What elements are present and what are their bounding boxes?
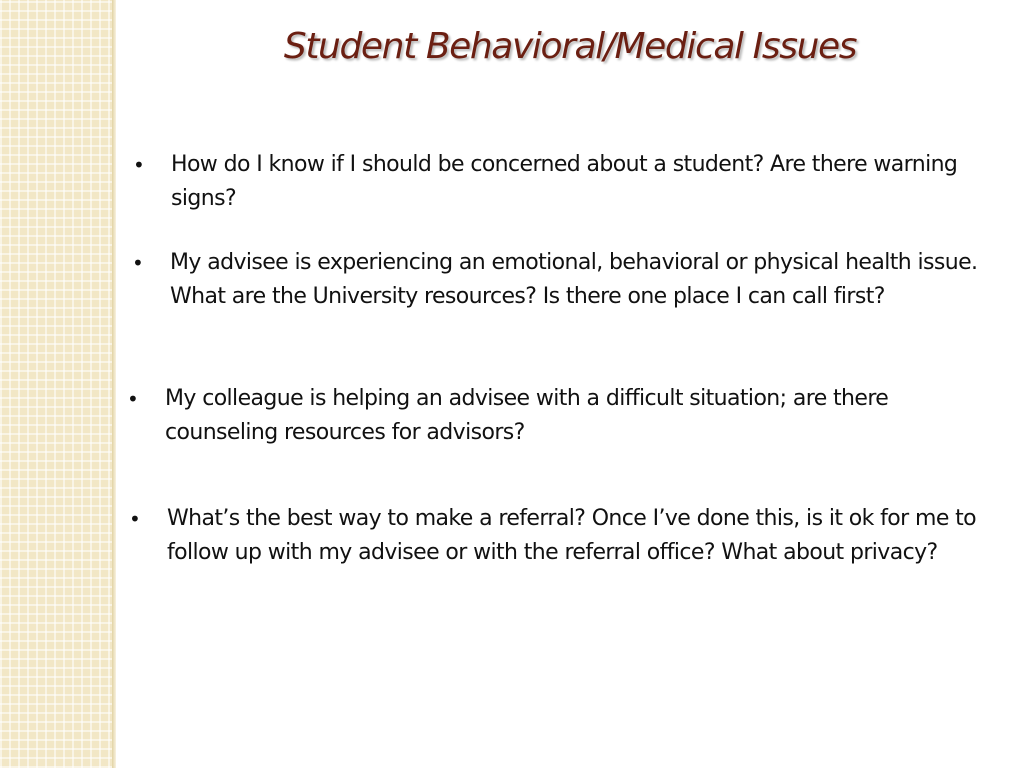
bullet-text: How do I know if I should be concerned about a student? Are there warning signs? xyxy=(171,152,958,211)
bullet-marker: • xyxy=(129,507,141,531)
side-band-edge xyxy=(112,0,116,768)
bullet-item-referral-privacy xyxy=(129,502,997,570)
bullet-text: My advisee is experiencing an emotional, behavioral or physical health issue. What are the University resources? Is there one place I can call first? xyxy=(170,250,978,309)
slide-title: Student Behavioral/Medical Issues xyxy=(283,26,857,67)
decorative-side-band xyxy=(0,0,112,768)
bullet-item-warning-signs xyxy=(133,148,1001,216)
bullet-marker: • xyxy=(127,387,139,411)
bullet-marker: • xyxy=(132,251,144,275)
bullet-item-university-resources xyxy=(132,246,1000,314)
bullet-item-counseling-resources xyxy=(127,382,995,450)
bullet-marker: • xyxy=(133,153,145,177)
bullet-text: What’s the best way to make a referral? Once I’ve done this, is it ok for me to follow up with my advisee or with the referral office? What about privacy? xyxy=(167,506,977,565)
bullet-text: My colleague is helping an advisee with a difficult situation; are there counseling resources for advisors? xyxy=(165,386,889,445)
